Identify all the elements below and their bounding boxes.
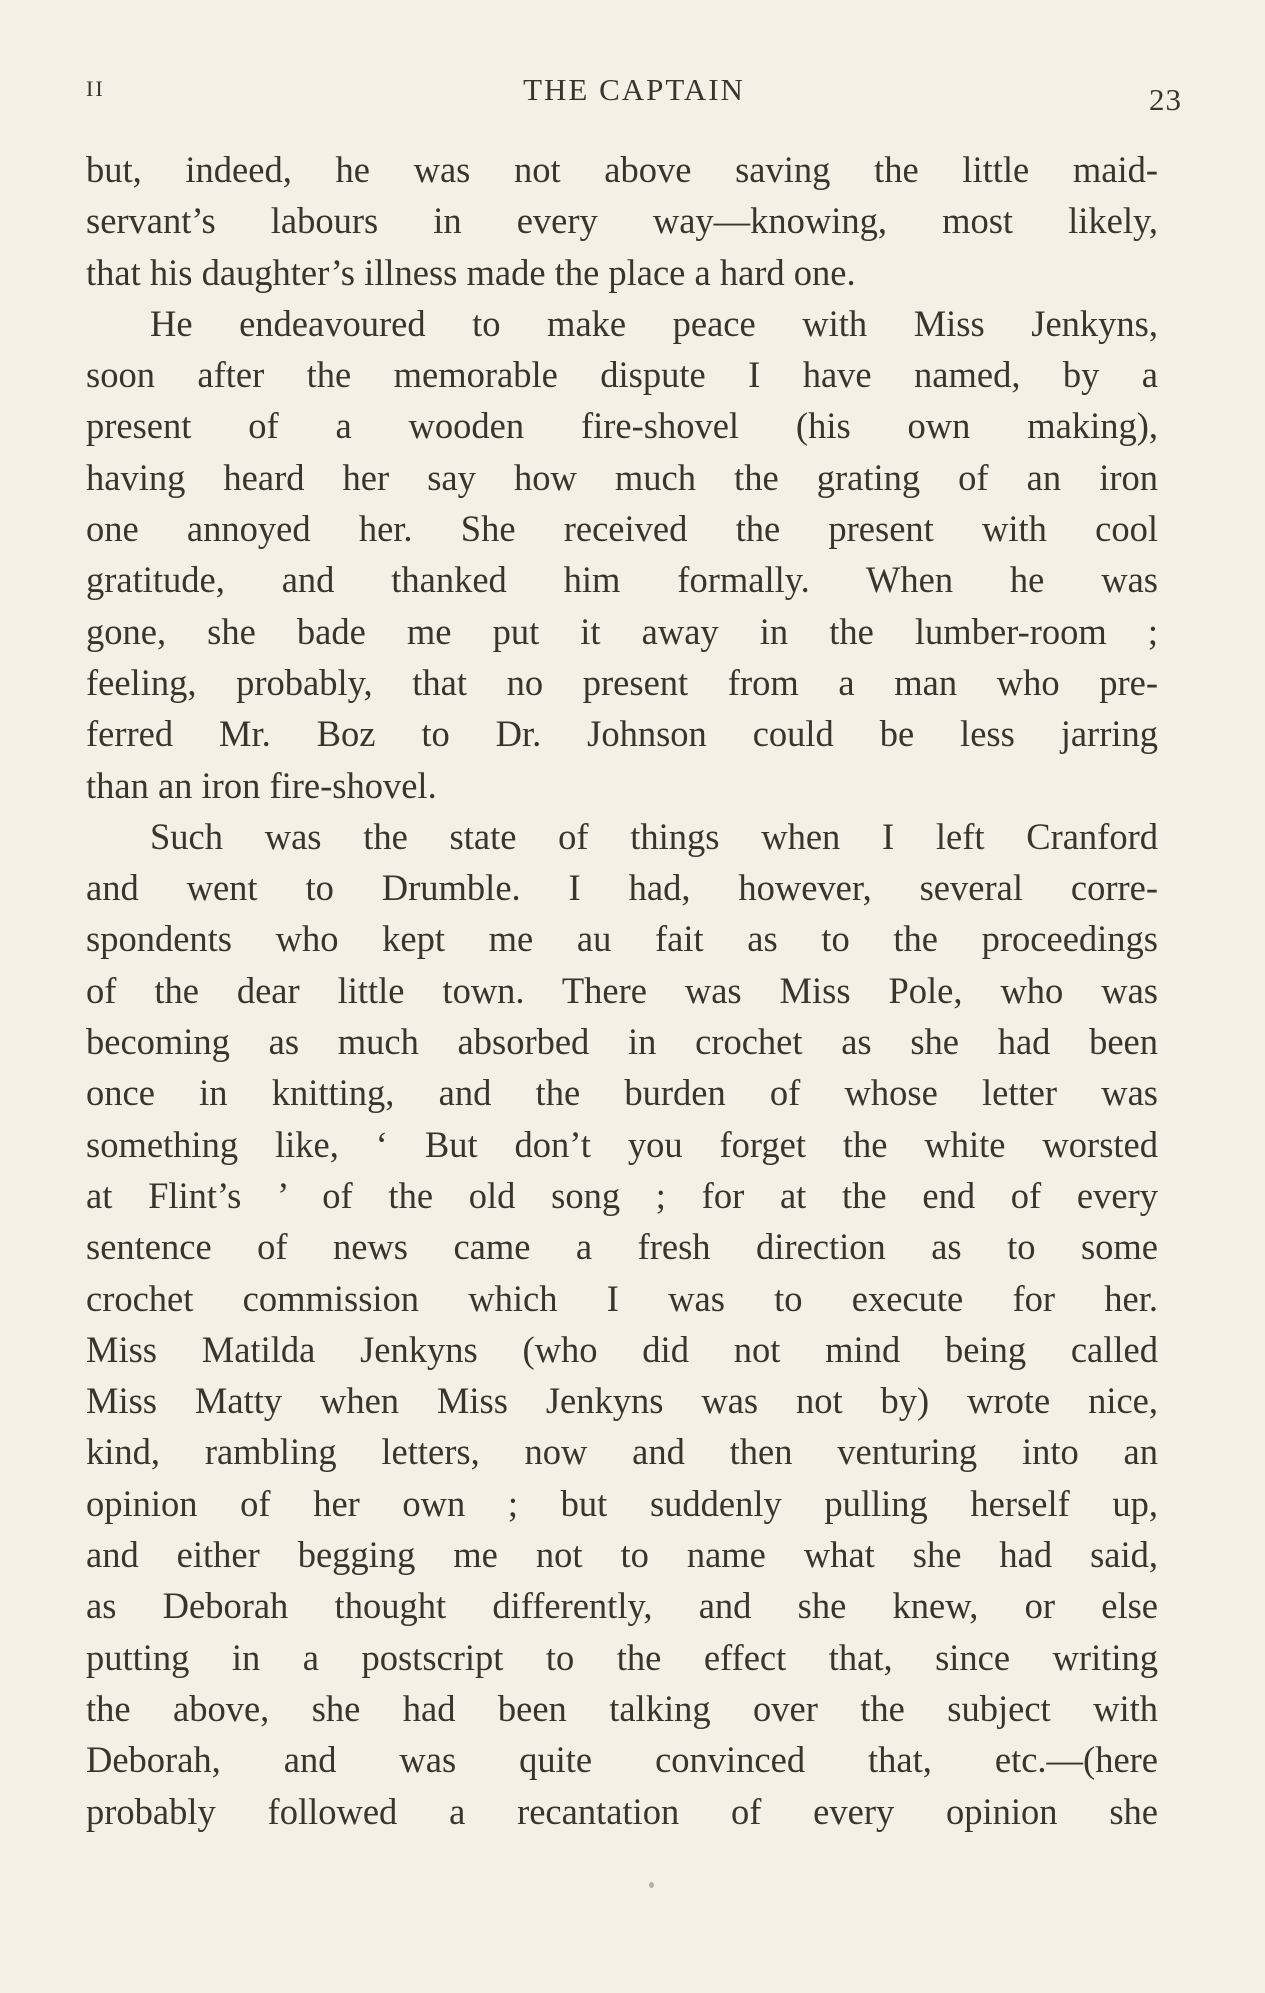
text-line: crochet commission which I was to execute for her. [86,1277,1158,1319]
text-line: Miss Matilda Jenkyns (who did not mind being called [86,1328,1158,1370]
text-line: and either begging me not to name what she had said, [86,1534,1158,1576]
text-line: servant’s labours in every way—knowing, most likely, [86,200,1158,242]
text-line: becoming as much absorbed in crochet as she had been [86,1021,1158,1063]
text-line: one annoyed her. She received the present with cool [86,508,1158,550]
text-line: than an iron fire-shovel. [86,764,437,806]
text-line: having heard her say how much the grating of an iron [86,456,1158,498]
paper-speck [649,1882,654,1888]
page-number: 23 [1149,82,1182,117]
text-line: He endeavoured to make peace with Miss Jenkyns, [150,302,1158,344]
text-line: something like, ‘ But don’t you forget the white worsted [86,1123,1158,1165]
text-line: gratitude, and thanked him formally. When he was [86,559,1158,601]
text-line: probably followed a recantation of every opinion she [86,1790,1158,1832]
text-line: feeling, probably, that no present from a man who pre- [86,661,1158,703]
chapter-number: II [86,76,105,101]
text-line: the above, she had been talking over the subject with [86,1687,1158,1729]
text-line: spondents who kept me au fait as to the proceedings [86,918,1158,960]
text-line: present of a wooden fire-shovel (his own making), [86,405,1158,447]
text-line: of the dear little town. There was Miss Pole, who was [86,969,1158,1011]
text-line: at Flint’s ’ of the old song ; for at the end of every [86,1174,1158,1216]
text-line: Deborah, and was quite convinced that, etc.—(here [86,1739,1158,1781]
text-line: ferred Mr. Boz to Dr. Johnson could be less jarring [86,713,1158,755]
text-line: soon after the memorable dispute I have named, by a [86,354,1158,396]
body-text [86,144,1158,1837]
text-line: sentence of news came a fresh direction as to some [86,1226,1158,1268]
text-line: but, indeed, he was not above saving the little maid- [86,149,1158,190]
text-line: Miss Matty when Miss Jenkyns was not by) wrote nice, [86,1380,1158,1422]
text-line: once in knitting, and the burden of whose letter was [86,1072,1158,1114]
text-line: as Deborah thought differently, and she knew, or else [86,1585,1158,1627]
text-line: opinion of her own ; but suddenly pulling herself up, [86,1482,1158,1524]
text-line: and went to Drumble. I had, however, several corre- [86,867,1158,909]
text-line: putting in a postscript to the effect that, since writing [86,1636,1158,1678]
text-line: kind, rambling letters, now and then venturing into an [86,1431,1158,1473]
text-line: that his daughter’s illness made the place a hard one. [86,251,856,293]
running-head [86,72,1182,122]
text-line: Such was the state of things when I left Cranford [150,815,1158,857]
text-line: gone, she bade me put it away in the lumber-room ; [86,610,1158,652]
running-title: THE CAPTAIN [523,72,745,107]
